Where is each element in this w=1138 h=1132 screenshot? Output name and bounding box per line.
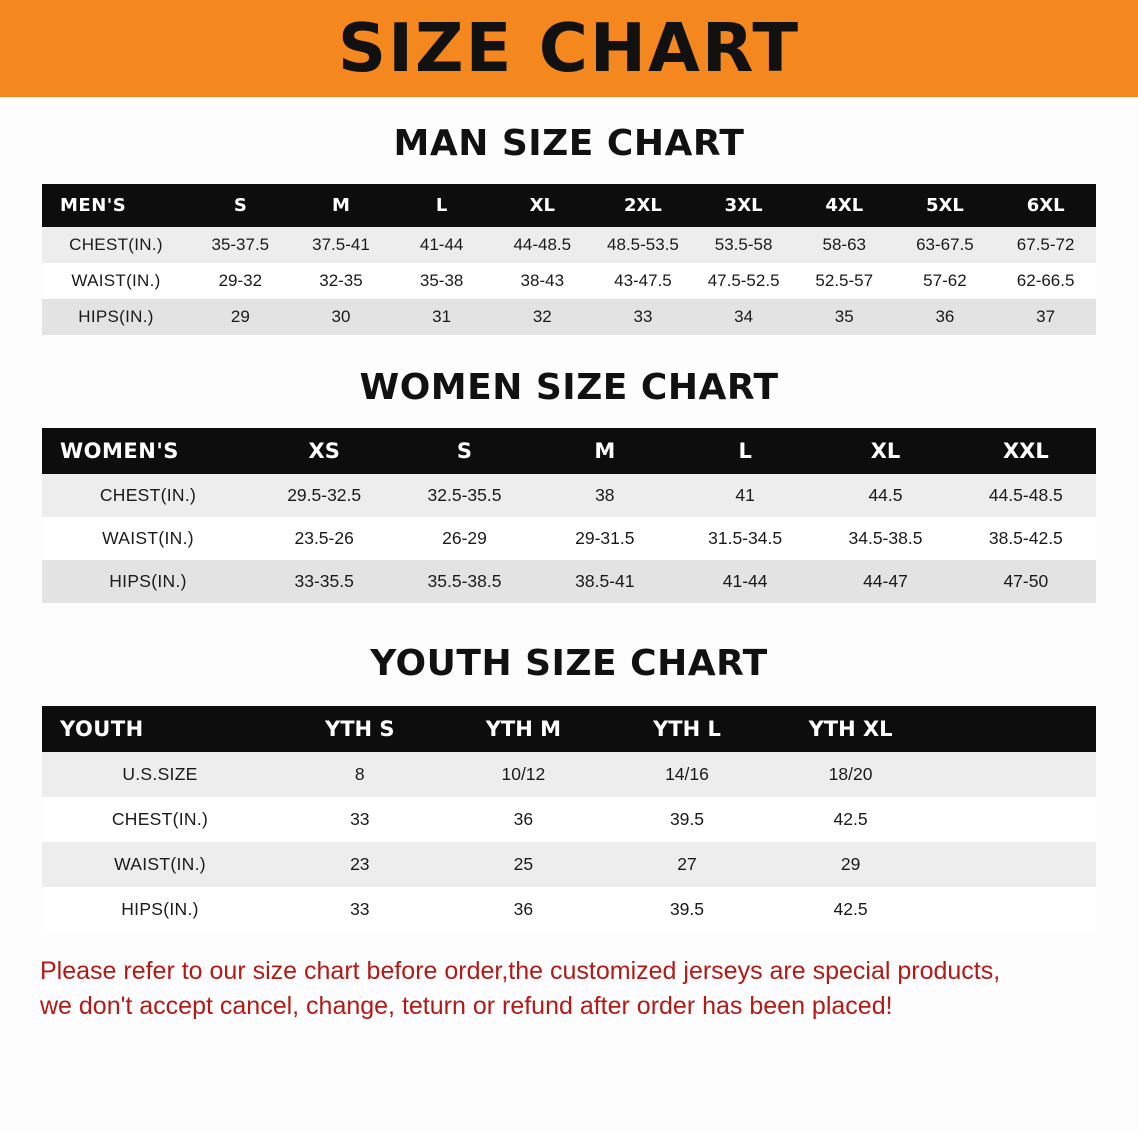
women-row-2-label: HIPS(IN.) — [42, 560, 254, 603]
page-title: SIZE CHART — [337, 9, 801, 87]
women-r2-c4: 44-47 — [815, 560, 955, 603]
women-col-3: L — [675, 428, 815, 474]
man-table-head — [42, 184, 1096, 227]
women-col-0: XS — [254, 428, 394, 474]
man-col-4: 2XL — [593, 184, 694, 227]
youth-col-spacer — [932, 706, 1096, 752]
women-r0-c5: 44.5-48.5 — [956, 474, 1096, 517]
man-row-0-label: CHEST(IN.) — [42, 227, 190, 263]
man-r0-c0: 35-37.5 — [190, 227, 291, 263]
man-r1-c5: 47.5-52.5 — [693, 263, 794, 299]
youth-row-1-label: CHEST(IN.) — [42, 797, 278, 842]
table-row — [42, 797, 1096, 842]
youth-r1-spacer — [932, 797, 1096, 842]
women-r1-c0: 23.5-26 — [254, 517, 394, 560]
man-r0-c2: 41-44 — [391, 227, 492, 263]
man-r1-c3: 38-43 — [492, 263, 593, 299]
youth-r0-c3: 18/20 — [769, 752, 933, 797]
man-r2-c4: 33 — [593, 299, 694, 335]
youth-table-body — [42, 752, 1096, 932]
man-col-1: M — [291, 184, 392, 227]
man-col-8: 6XL — [995, 184, 1096, 227]
youth-r0-c0: 8 — [278, 752, 442, 797]
women-col-5: XXL — [956, 428, 1096, 474]
man-r0-c7: 63-67.5 — [895, 227, 996, 263]
disclaimer-line-2: we don't accept cancel, change, teturn or refund after order has been placed! — [40, 991, 893, 1020]
women-corner-label: WOMEN'S — [42, 428, 254, 474]
man-r2-c2: 31 — [391, 299, 492, 335]
women-r1-c4: 34.5-38.5 — [815, 517, 955, 560]
man-row-1-label: WAIST(IN.) — [42, 263, 190, 299]
man-r1-c2: 35-38 — [391, 263, 492, 299]
women-r1-c2: 29-31.5 — [535, 517, 675, 560]
women-col-2: M — [535, 428, 675, 474]
women-table-wrap — [42, 428, 1096, 603]
man-r2-c6: 35 — [794, 299, 895, 335]
youth-row-3-label: HIPS(IN.) — [42, 887, 278, 932]
youth-r0-c2: 14/16 — [605, 752, 769, 797]
man-corner-label: MEN'S — [42, 184, 190, 227]
man-row-2-label: HIPS(IN.) — [42, 299, 190, 335]
disclaimer-line-1: Please refer to our size chart before order,the customized jerseys are special products, — [40, 957, 1001, 985]
women-r2-c5: 47-50 — [956, 560, 1096, 603]
disclaimer-note — [40, 954, 1098, 1023]
man-col-5: 3XL — [693, 184, 794, 227]
youth-r3-c2: 39.5 — [605, 887, 769, 932]
women-r0-c4: 44.5 — [815, 474, 955, 517]
man-r0-c3: 44-48.5 — [492, 227, 593, 263]
man-r1-c4: 43-47.5 — [593, 263, 694, 299]
youth-r2-c3: 29 — [769, 842, 933, 887]
women-r1-c5: 38.5-42.5 — [956, 517, 1096, 560]
table-row — [42, 560, 1096, 603]
women-table-body — [42, 474, 1096, 603]
youth-r1-c2: 39.5 — [605, 797, 769, 842]
youth-row-0-label: U.S.SIZE — [42, 752, 278, 797]
man-col-3: XL — [492, 184, 593, 227]
youth-r1-c3: 42.5 — [769, 797, 933, 842]
women-table-head — [42, 428, 1096, 474]
man-r2-c1: 30 — [291, 299, 392, 335]
man-col-2: L — [391, 184, 492, 227]
table-row — [42, 517, 1096, 560]
youth-r0-c1: 10/12 — [442, 752, 606, 797]
man-r2-c5: 34 — [693, 299, 794, 335]
women-row-1-label: WAIST(IN.) — [42, 517, 254, 560]
women-r1-c1: 26-29 — [394, 517, 534, 560]
man-col-6: 4XL — [794, 184, 895, 227]
youth-r2-c2: 27 — [605, 842, 769, 887]
youth-section-heading: YOUTH SIZE CHART — [370, 643, 768, 684]
man-r0-c8: 67.5-72 — [995, 227, 1096, 263]
table-row — [42, 752, 1096, 797]
youth-size-table — [42, 706, 1096, 932]
man-r1-c6: 52.5-57 — [794, 263, 895, 299]
man-table-wrap — [42, 184, 1096, 335]
man-r2-c8: 37 — [995, 299, 1096, 335]
youth-r2-c1: 25 — [442, 842, 606, 887]
man-r0-c1: 37.5-41 — [291, 227, 392, 263]
man-r2-c0: 29 — [190, 299, 291, 335]
women-r0-c1: 32.5-35.5 — [394, 474, 534, 517]
youth-col-3: YTH XL — [769, 706, 933, 752]
women-r0-c3: 41 — [675, 474, 815, 517]
women-row-0-label: CHEST(IN.) — [42, 474, 254, 517]
youth-r1-c0: 33 — [278, 797, 442, 842]
man-col-7: 5XL — [895, 184, 996, 227]
table-row — [42, 263, 1096, 299]
women-r2-c2: 38.5-41 — [535, 560, 675, 603]
man-size-table — [42, 184, 1096, 335]
banner — [0, 0, 1138, 97]
table-row — [42, 887, 1096, 932]
women-col-1: S — [394, 428, 534, 474]
women-r0-c2: 38 — [535, 474, 675, 517]
youth-r3-spacer — [932, 887, 1096, 932]
youth-corner-label: YOUTH — [42, 706, 278, 752]
youth-col-0: YTH S — [278, 706, 442, 752]
youth-r3-c3: 42.5 — [769, 887, 933, 932]
women-r2-c3: 41-44 — [675, 560, 815, 603]
man-r1-c1: 32-35 — [291, 263, 392, 299]
man-r2-c3: 32 — [492, 299, 593, 335]
man-r1-c0: 29-32 — [190, 263, 291, 299]
man-table-body — [42, 227, 1096, 335]
youth-r2-c0: 23 — [278, 842, 442, 887]
man-r1-c7: 57-62 — [895, 263, 996, 299]
women-size-table — [42, 428, 1096, 603]
women-r2-c0: 33-35.5 — [254, 560, 394, 603]
man-r0-c4: 48.5-53.5 — [593, 227, 694, 263]
man-r1-c8: 62-66.5 — [995, 263, 1096, 299]
man-section-heading: MAN SIZE CHART — [393, 123, 745, 164]
table-header-row — [42, 706, 1096, 752]
youth-col-1: YTH M — [442, 706, 606, 752]
table-header-row — [42, 184, 1096, 227]
youth-row-2-label: WAIST(IN.) — [42, 842, 278, 887]
youth-r2-spacer — [932, 842, 1096, 887]
women-r2-c1: 35.5-38.5 — [394, 560, 534, 603]
youth-table-wrap — [42, 706, 1096, 932]
table-row — [42, 842, 1096, 887]
women-r0-c0: 29.5-32.5 — [254, 474, 394, 517]
youth-r1-c1: 36 — [442, 797, 606, 842]
table-row — [42, 474, 1096, 517]
table-row — [42, 227, 1096, 263]
youth-r3-c0: 33 — [278, 887, 442, 932]
table-header-row — [42, 428, 1096, 474]
man-r0-c6: 58-63 — [794, 227, 895, 263]
man-r0-c5: 53.5-58 — [693, 227, 794, 263]
youth-r3-c1: 36 — [442, 887, 606, 932]
man-r2-c7: 36 — [895, 299, 996, 335]
man-col-0: S — [190, 184, 291, 227]
youth-table-head — [42, 706, 1096, 752]
women-section-heading: WOMEN SIZE CHART — [359, 367, 779, 408]
youth-col-2: YTH L — [605, 706, 769, 752]
youth-r0-spacer — [932, 752, 1096, 797]
women-r1-c3: 31.5-34.5 — [675, 517, 815, 560]
table-row — [42, 299, 1096, 335]
women-col-4: XL — [815, 428, 955, 474]
